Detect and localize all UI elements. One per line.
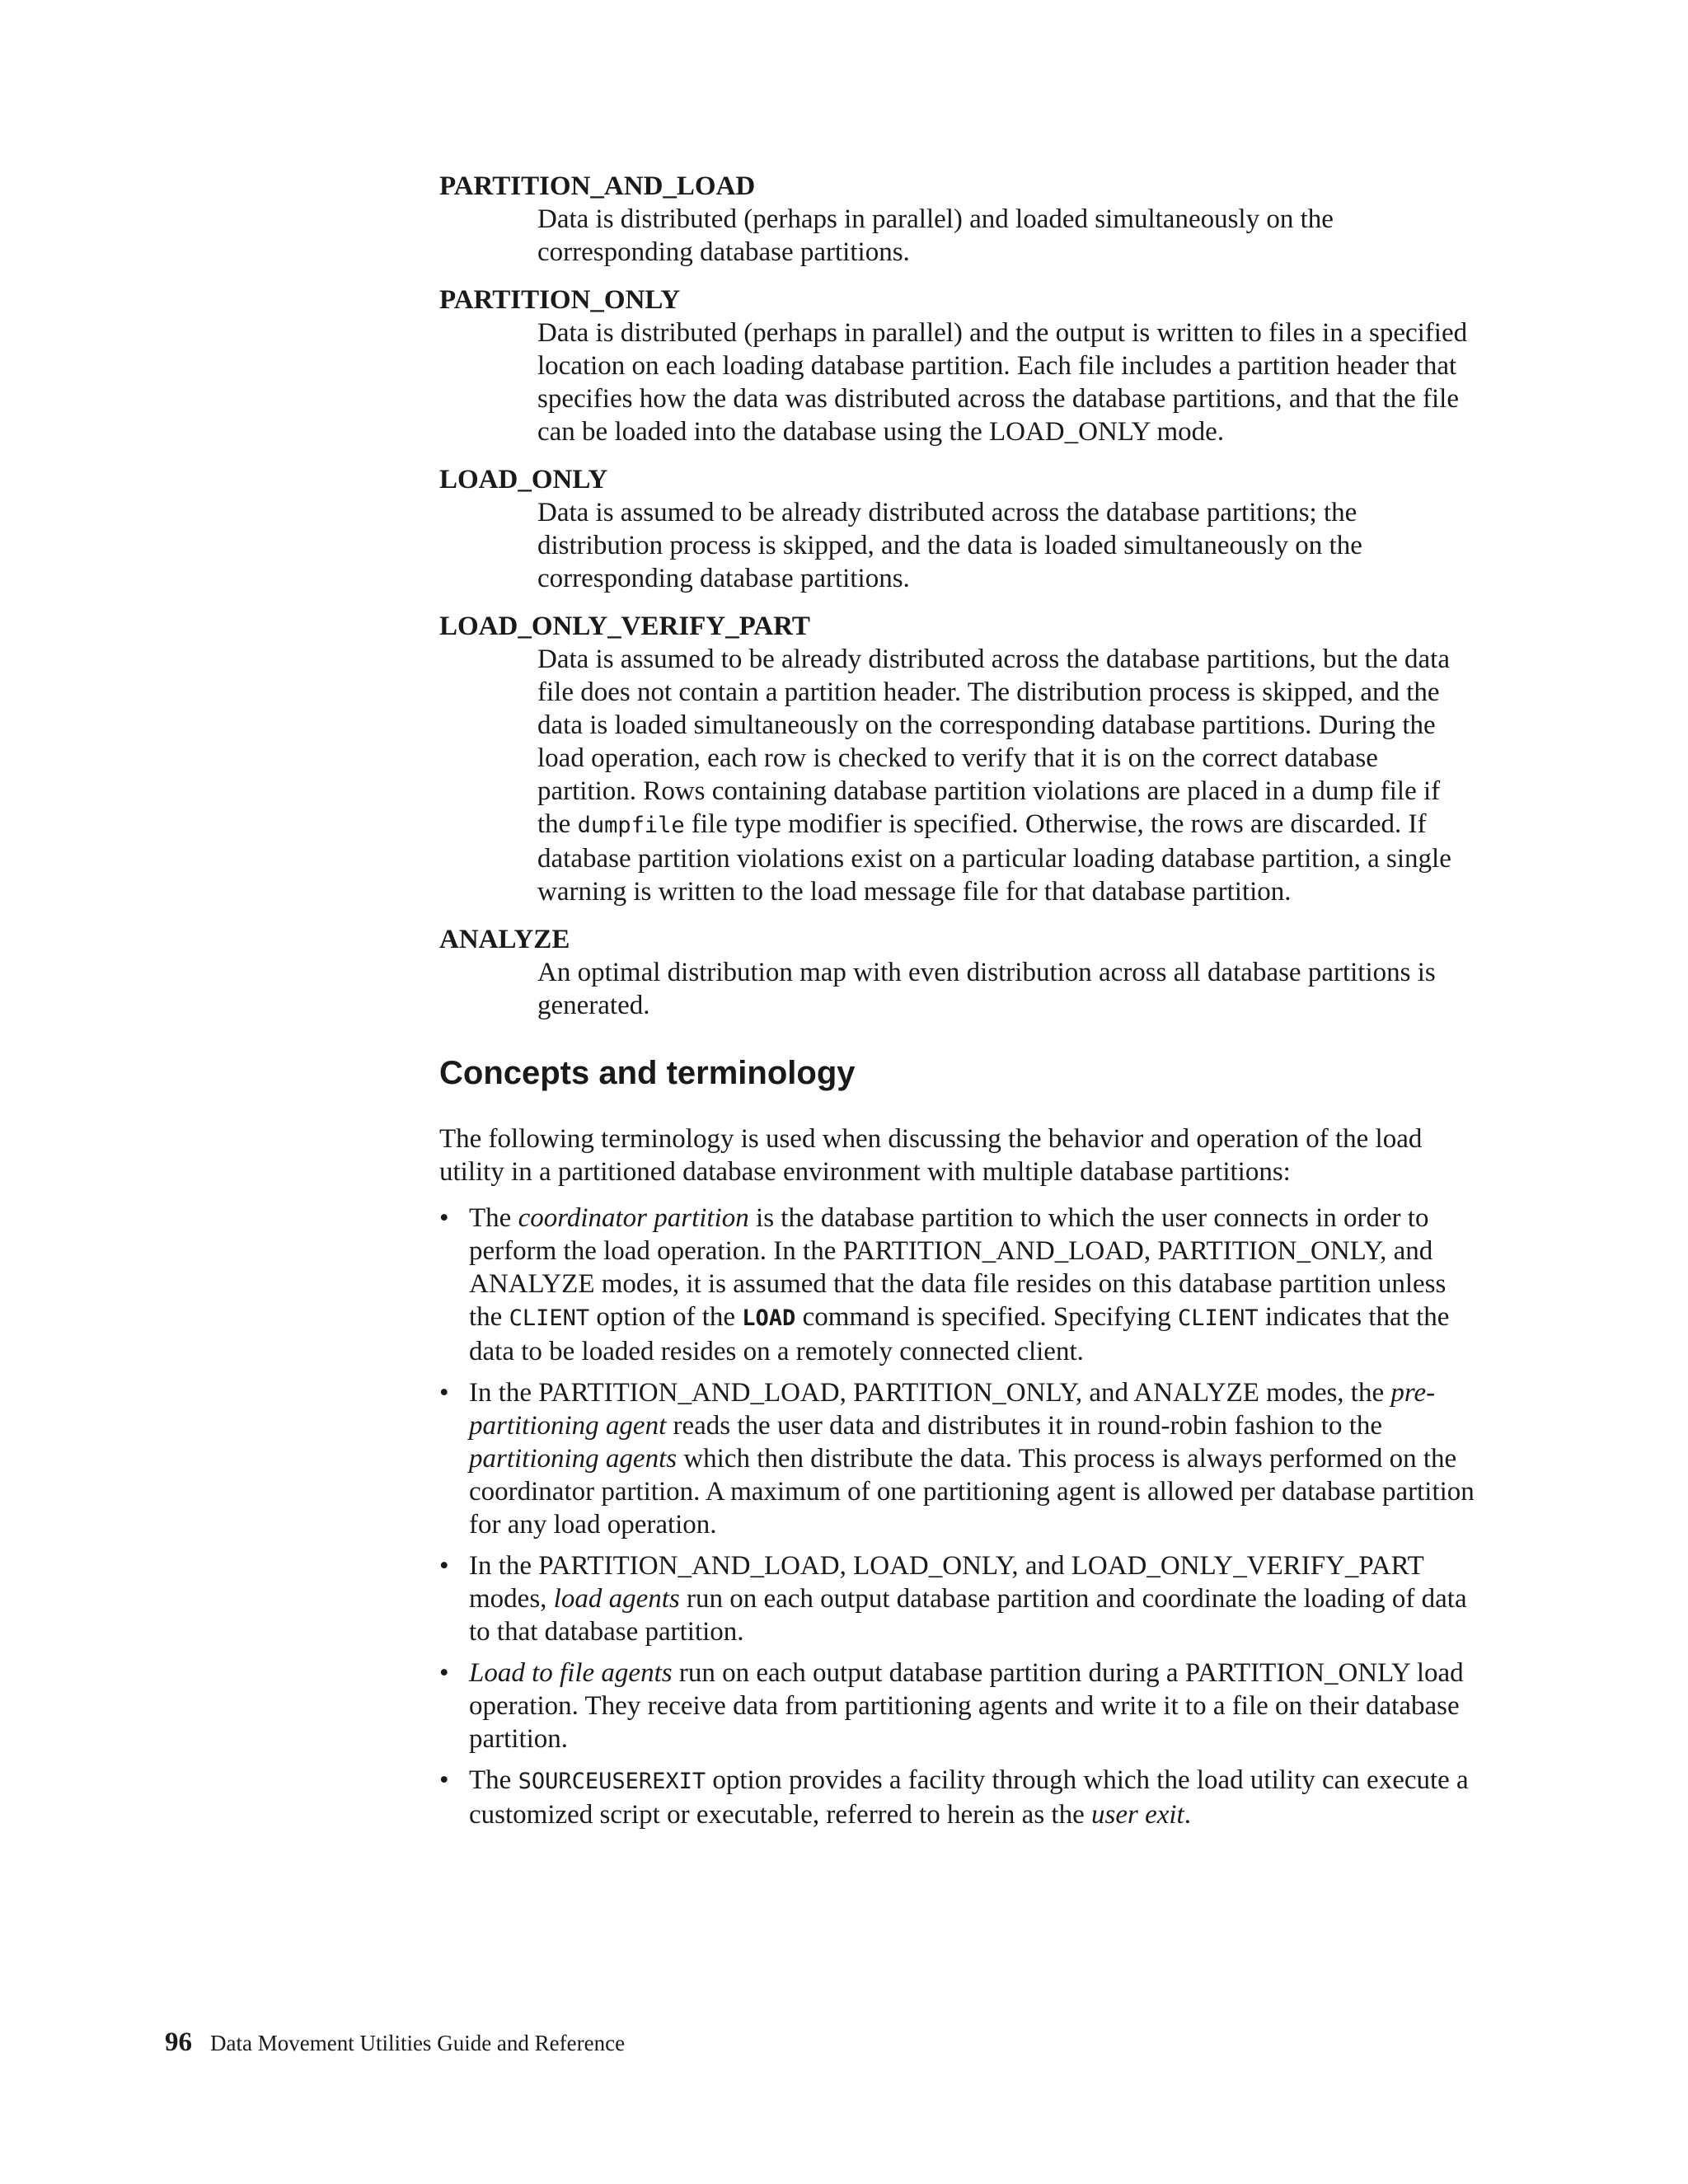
item-text: is the database partition to which the user connects in order to perform the load operation. In the PARTITION_AND_LOAD, PARTITION_ONLY, and ANALYZE modes, it is assumed that the data file resides on this database partition unless the	[469, 1203, 1447, 1332]
bullet-icon: •	[439, 1378, 449, 1408]
code-keyword: SOURCEUSEREXIT	[518, 1769, 706, 1794]
item-text: run on each output database partition and coordinate the loading of data to that database partition.	[469, 1584, 1467, 1647]
definition-term: ANALYZE	[439, 925, 570, 954]
item-text: option of the	[589, 1302, 743, 1332]
list-item	[439, 1202, 1478, 1368]
definition-term: PARTITION_ONLY	[439, 285, 681, 315]
bullet-icon: •	[439, 1203, 449, 1233]
italic-term: user exit	[1091, 1800, 1184, 1830]
item-text: The	[469, 1203, 518, 1233]
book-title: Data Movement Utilities Guide and Reference	[210, 2031, 626, 2055]
code-keyword: CLIENT	[509, 1305, 590, 1331]
description-text: Data is assumed to be already distributed across the database partitions, but the data file does not contain a partition header. The distribution process is skipped, and the data is loaded simultaneously on the corresponding database partitions. During the load operation, each row is checked to verify that it is on the correct database partition. Rows containing database partition violations are placed in a dump file if the	[537, 644, 1450, 839]
page-number: 96	[165, 2027, 192, 2057]
list-item	[439, 1657, 1478, 1755]
list-item	[439, 1549, 1478, 1648]
definition-description	[537, 643, 1478, 908]
item-text: .	[1184, 1800, 1191, 1830]
italic-term: pre-partitioning agent	[469, 1378, 1436, 1441]
italic-term: load agents	[553, 1584, 680, 1614]
definition-term: PARTITION_AND_LOAD	[439, 171, 756, 201]
item-text: reads the user data and distributes it in round-robin fashion to the	[666, 1411, 1383, 1441]
item-text: The	[469, 1765, 518, 1795]
code-keyword-bold: LOAD	[742, 1305, 796, 1331]
item-text: run on each output database partition during a PARTITION_ONLY load operation. They receive data from partitioning agents and write it to a file on their database partition.	[469, 1658, 1464, 1754]
page-content	[439, 170, 1478, 1840]
bullet-list	[439, 1202, 1478, 1831]
item-text: In the PARTITION_AND_LOAD, PARTITION_ONLY, and ANALYZE modes, the	[469, 1378, 1391, 1408]
bullet-icon: •	[439, 1658, 449, 1688]
list-item	[439, 1764, 1478, 1831]
italic-term: coordinator partition	[518, 1203, 749, 1233]
definition-list	[439, 170, 1478, 1022]
item-text: command is specified. Specifying	[795, 1302, 1179, 1332]
bullet-icon: •	[439, 1551, 449, 1581]
item-text: In the PARTITION_AND_LOAD, LOAD_ONLY, and LOAD_ONLY_VERIFY_PART modes,	[469, 1551, 1424, 1614]
item-text: indicates that the data to be loaded resides on a remotely connected client.	[469, 1302, 1450, 1366]
bullet-icon: •	[439, 1765, 449, 1795]
list-item	[439, 1376, 1478, 1541]
section-heading: Concepts and terminology	[439, 1055, 856, 1091]
definition-description: Data is assumed to be already distributed across the database partitions; the distribution process is skipped, and the data is loaded simultaneously on the corresponding database partitions.	[537, 498, 1362, 593]
item-text: which then distribute the data. This process is always performed on the coordinator partition. A maximum of one partitioning agent is allowed per database partition for any load operation.	[469, 1444, 1475, 1540]
definition-description: An optimal distribution map with even distribution across all database partitions is generated.	[537, 958, 1436, 1020]
item-text: option provides a facility through which the load utility can execute a customized script or executable, referred to herein as the	[469, 1765, 1469, 1830]
definition-description: Data is distributed (perhaps in parallel) and the output is written to files in a specified location on each loading database partition. Each file includes a partition header that specifies how the data was distributed across the database partitions, and that the file can be loaded into the database using the LOAD_ONLY mode.	[537, 318, 1468, 447]
italic-term: partitioning agents	[469, 1444, 678, 1474]
code-keyword: CLIENT	[1178, 1305, 1259, 1331]
section-intro: The following terminology is used when discussing the behavior and operation of the load utility in a partitioned database environment with multiple database partitions:	[439, 1124, 1423, 1187]
page-footer	[165, 2026, 625, 2060]
italic-term: Load to file agents	[469, 1658, 673, 1688]
definition-term: LOAD_ONLY_VERIFY_PART	[439, 612, 810, 641]
code-keyword: dumpfile	[577, 813, 685, 838]
definition-description: Data is distributed (perhaps in parallel) and loaded simultaneously on the corresponding database partitions.	[537, 204, 1334, 267]
definition-term: LOAD_ONLY	[439, 465, 608, 494]
description-text: file type modifier is specified. Otherwise, the rows are discarded. If database partition violations exist on a particular loading database partition, a single warning is written to the load message file for that database partition.	[537, 809, 1451, 907]
